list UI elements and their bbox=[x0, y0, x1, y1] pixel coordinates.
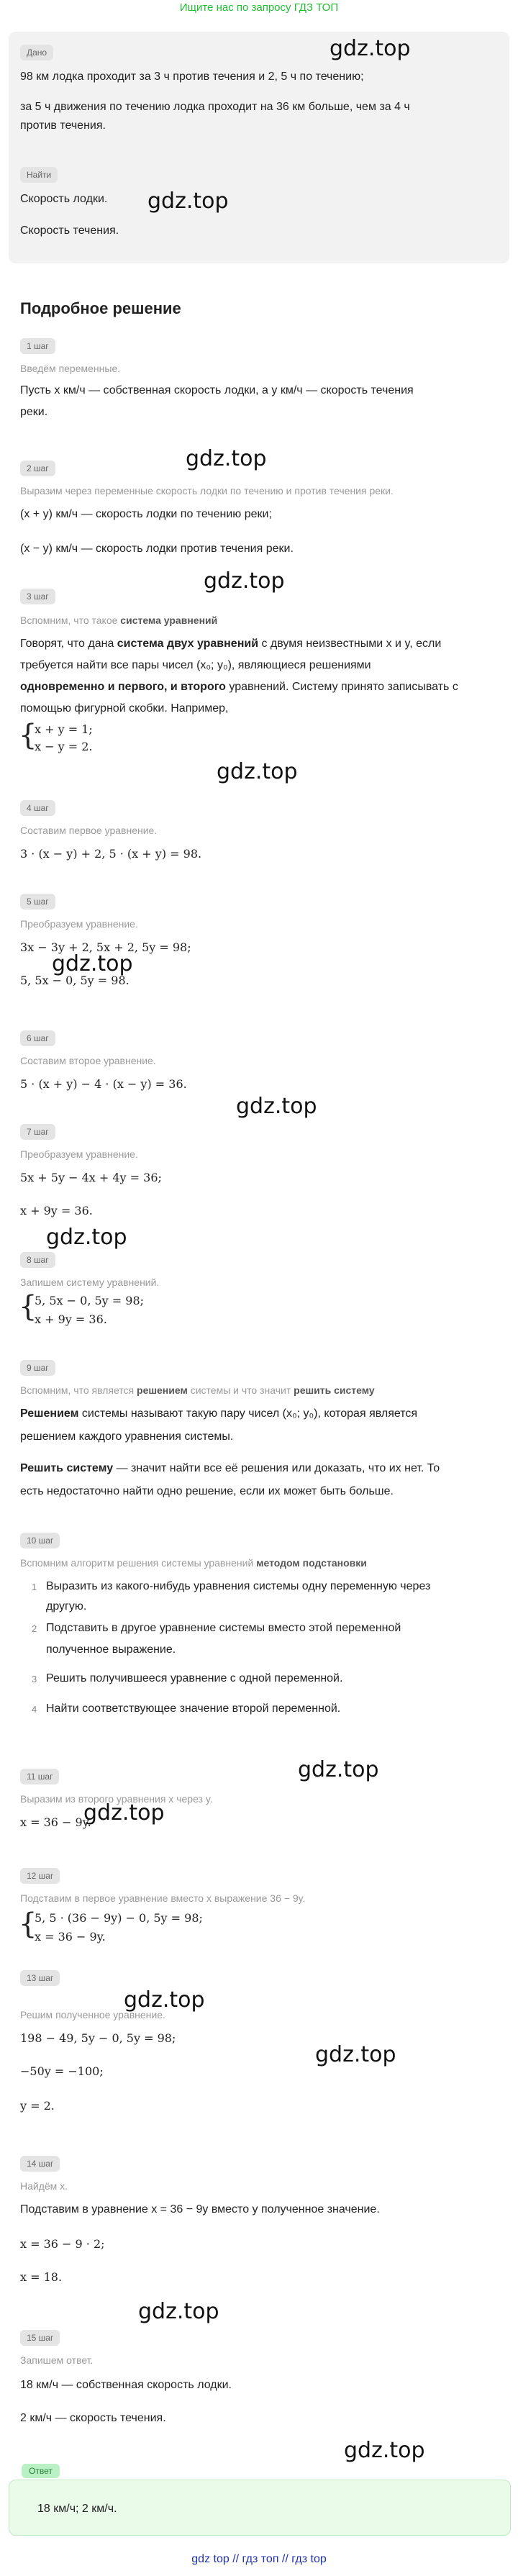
example-eq-2: x − y = 2. bbox=[35, 740, 93, 753]
step-3-line-3b: уравнений. Систему принято записывать с bbox=[225, 681, 458, 693]
given-line-3: против течения. bbox=[20, 119, 106, 132]
find-label: Найти bbox=[20, 167, 58, 183]
system-brace: { bbox=[19, 719, 37, 752]
step-12-hint: Подставим в первое уравнение вместо x выражение 36 − 9y. bbox=[20, 1892, 306, 1904]
step-9-hint-b: решением bbox=[137, 1384, 188, 1396]
step-7-eq-1: 5x + 5y − 4x + 4y = 36; bbox=[20, 1171, 162, 1184]
algorithm-item-2b: полученное выражение. bbox=[46, 1643, 176, 1656]
step-14-hint: Найдём x. bbox=[20, 2180, 68, 2192]
step-11-label: 11 шаг bbox=[20, 1769, 59, 1784]
watermark: gdz.top bbox=[236, 1094, 317, 1119]
step-8-hint: Запишем систему уравнений. bbox=[20, 1276, 160, 1288]
step-15-line-2: 2 км/ч — скорость течения. bbox=[20, 2412, 166, 2424]
step-6-label: 6 шаг bbox=[20, 1030, 55, 1046]
step-12-eq-2: x = 36 − 9y. bbox=[35, 1930, 106, 1944]
watermark: gdz.top bbox=[147, 189, 229, 214]
step-8-eq-1: 5, 5x − 0, 5y = 98; bbox=[35, 1294, 145, 1307]
find-line-1: Скорость лодки. bbox=[20, 193, 108, 205]
step-4-hint: Составим первое уравнение. bbox=[20, 825, 158, 836]
step-9-line-3b: — значит найти все её решения или доказать, что их нет. То bbox=[113, 1462, 440, 1474]
find-line-2: Скорость течения. bbox=[20, 225, 119, 237]
step-5-hint: Преобразуем уравнение. bbox=[20, 918, 138, 930]
step-15-line-1: 18 км/ч — собственная скорость лодки. bbox=[20, 2379, 232, 2391]
watermark: gdz.top bbox=[83, 1800, 165, 1826]
step-11-eq: x = 36 − 9y. bbox=[20, 1815, 91, 1829]
step-3-line-4: помощью фигурной скобки. Например, bbox=[20, 702, 229, 715]
step-9-hint-d: решить систему bbox=[294, 1384, 375, 1396]
step-3-hint-text: Вспомним, что такое bbox=[20, 614, 121, 626]
step-10-hint-b: методом подстановки bbox=[256, 1557, 367, 1569]
step-13-hint: Решим полученное уравнение. bbox=[20, 2009, 165, 2021]
step-10-label: 10 шаг bbox=[20, 1533, 60, 1548]
step-3-line-2: требуется найти все пары чисел (x₀; y₀), являющиеся решениями bbox=[20, 659, 371, 671]
step-9-hint bbox=[20, 1383, 375, 1397]
given-line-1: 98 км лодка проходит за 3 ч против течения и 2, 5 ч по течению; bbox=[20, 71, 364, 83]
step-9-line-2: решением каждого уравнения системы. bbox=[20, 1430, 234, 1443]
footer-links[interactable]: gdz top // гдз топ // гдз top bbox=[191, 2553, 327, 2565]
answer-label: Ответ bbox=[22, 2464, 60, 2478]
watermark: gdz.top bbox=[186, 446, 267, 471]
step-7-label: 7 шаг bbox=[20, 1124, 55, 1140]
system-brace: { bbox=[19, 1290, 37, 1323]
step-7-eq-2: x + 9y = 36. bbox=[20, 1204, 93, 1217]
system-brace: { bbox=[19, 1908, 37, 1941]
step-9-line-1-term: Решением bbox=[20, 1407, 79, 1420]
step-1-line-2: реки. bbox=[20, 406, 48, 418]
algorithm-item-3: Решить получившееся уравнение с одной переменной. bbox=[46, 1672, 343, 1684]
step-3-line-1a: Говорят, что дана bbox=[20, 638, 117, 650]
given-label: Дано bbox=[20, 45, 53, 60]
watermark: gdz.top bbox=[124, 1987, 205, 2013]
step-3-hint-term: система уравнений bbox=[120, 614, 218, 626]
algorithm-item-2a: Подставить в другое уравнение системы вместо этой переменной bbox=[46, 1622, 401, 1634]
answer-text: 18 км/ч; 2 км/ч. bbox=[37, 2503, 117, 2515]
step-4-eq: 3 · (x − y) + 2, 5 · (x + y) = 98. bbox=[20, 847, 202, 861]
watermark: gdz.top bbox=[217, 759, 298, 784]
step-1-line-1: Пусть x км/ч — собственная скорость лодки, а y км/ч — скорость течения bbox=[20, 384, 414, 396]
algorithm-item-4: Найти соответствующее значение второй переменной. bbox=[46, 1702, 341, 1715]
watermark: gdz.top bbox=[204, 568, 285, 594]
step-7-hint: Преобразуем уравнение. bbox=[20, 1148, 138, 1160]
algorithm-item-1b: другую. bbox=[46, 1600, 87, 1613]
step-1-label: 1 шаг bbox=[20, 338, 55, 354]
watermark: gdz.top bbox=[330, 36, 411, 61]
step-3-line-1 bbox=[20, 636, 441, 652]
step-9-line-3 bbox=[20, 1461, 440, 1477]
step-9-line-1 bbox=[20, 1406, 417, 1422]
step-3-line-1-term: система двух уравнений bbox=[117, 638, 259, 650]
step-3-label: 3 шаг bbox=[20, 589, 55, 604]
step-11-hint: Выразим из второго уравнения x через y. bbox=[20, 1793, 213, 1805]
step-10-hint-a: Вспомним алгоритм решения системы уравнений bbox=[20, 1557, 257, 1569]
step-5-label: 5 шаг bbox=[20, 894, 55, 910]
watermark: gdz.top bbox=[138, 2299, 219, 2324]
step-6-eq: 5 · (x + y) − 4 · (x − y) = 36. bbox=[20, 1077, 187, 1091]
example-eq-1: x + y = 1; bbox=[35, 722, 93, 736]
list-number-2: 2 bbox=[32, 1623, 37, 1634]
step-9-line-3-term: Решить систему bbox=[20, 1462, 114, 1474]
step-1-hint: Введём переменные. bbox=[20, 363, 121, 374]
step-5-eq-1: 3x − 3y + 2, 5x + 2, 5y = 98; bbox=[20, 940, 191, 954]
step-9-hint-c: системы и что значит bbox=[187, 1384, 294, 1396]
top-banner-link[interactable]: Ищите нас по запросу ГДЗ ТОП bbox=[179, 1, 339, 14]
step-14-label: 14 шаг bbox=[20, 2156, 60, 2172]
step-2-line-2: (x − y) км/ч — скорость лодки против течения реки. bbox=[20, 543, 294, 555]
step-12-eq-1: 5, 5 · (36 − 9y) − 0, 5y = 98; bbox=[35, 1911, 203, 1925]
step-9-label: 9 шаг bbox=[20, 1360, 55, 1376]
step-3-line-3-term: одновременно и первого, и второго bbox=[20, 681, 226, 693]
step-12-label: 12 шаг bbox=[20, 1868, 60, 1884]
watermark: gdz.top bbox=[46, 1225, 127, 1250]
step-13-eq-3: y = 2. bbox=[20, 2099, 55, 2113]
step-2-line-1: (x + y) км/ч — скорость лодки по течению реки; bbox=[20, 508, 272, 520]
step-5-eq-2: 5, 5x − 0, 5y = 98. bbox=[20, 974, 130, 987]
watermark: gdz.top bbox=[344, 2438, 425, 2463]
list-number-1: 1 bbox=[32, 1582, 37, 1592]
step-6-hint: Составим второе уравнение. bbox=[20, 1055, 156, 1066]
step-2-label: 2 шаг bbox=[20, 461, 55, 476]
watermark: gdz.top bbox=[52, 951, 133, 976]
step-13-label: 13 шаг bbox=[20, 1970, 60, 1986]
watermark: gdz.top bbox=[315, 2042, 396, 2067]
step-9-line-4: есть недостаточно найти одно решение, если их может быть больше. bbox=[20, 1485, 394, 1497]
step-15-label: 15 шаг bbox=[20, 2330, 60, 2346]
watermark: gdz.top bbox=[298, 1757, 379, 1782]
step-3-line-3 bbox=[20, 679, 458, 695]
step-13-eq-2: −50y = −100; bbox=[20, 2064, 104, 2078]
step-8-label: 8 шаг bbox=[20, 1252, 55, 1268]
step-4-label: 4 шаг bbox=[20, 800, 55, 816]
step-15-hint: Запишем ответ. bbox=[20, 2354, 94, 2366]
step-14-eq-1: x = 36 − 9 · 2; bbox=[20, 2237, 105, 2251]
algorithm-item-1a: Выразить из какого-нибудь уравнения системы одну переменную через bbox=[46, 1580, 431, 1592]
step-2-hint: Выразим через переменные скорость лодки по течению и против течения реки. bbox=[20, 485, 394, 496]
step-8-eq-2: x + 9y = 36. bbox=[35, 1312, 107, 1326]
list-number-4: 4 bbox=[32, 1704, 37, 1715]
given-line-2: за 5 ч движения по течению лодка проходит на 36 км больше, чем за 4 ч bbox=[20, 101, 410, 113]
step-14-line-1: Подставим в уравнение x = 36 − 9y вместо y полученное значение. bbox=[20, 2203, 380, 2216]
step-3-hint bbox=[20, 613, 217, 627]
list-number-3: 3 bbox=[32, 1674, 37, 1684]
solution-heading: Подробное решение bbox=[20, 299, 181, 317]
step-10-hint bbox=[20, 1556, 367, 1570]
step-3-line-1c: с двумя неизвестными x и y, если bbox=[258, 638, 442, 650]
step-9-line-1b: системы называют такую пару чисел (x₀; y₀), которая является bbox=[78, 1407, 418, 1420]
step-14-eq-2: x = 18. bbox=[20, 2270, 63, 2284]
step-9-hint-a: Вспомним, что является bbox=[20, 1384, 137, 1396]
step-13-eq-1: 198 − 49, 5y − 0, 5y = 98; bbox=[20, 2031, 176, 2045]
